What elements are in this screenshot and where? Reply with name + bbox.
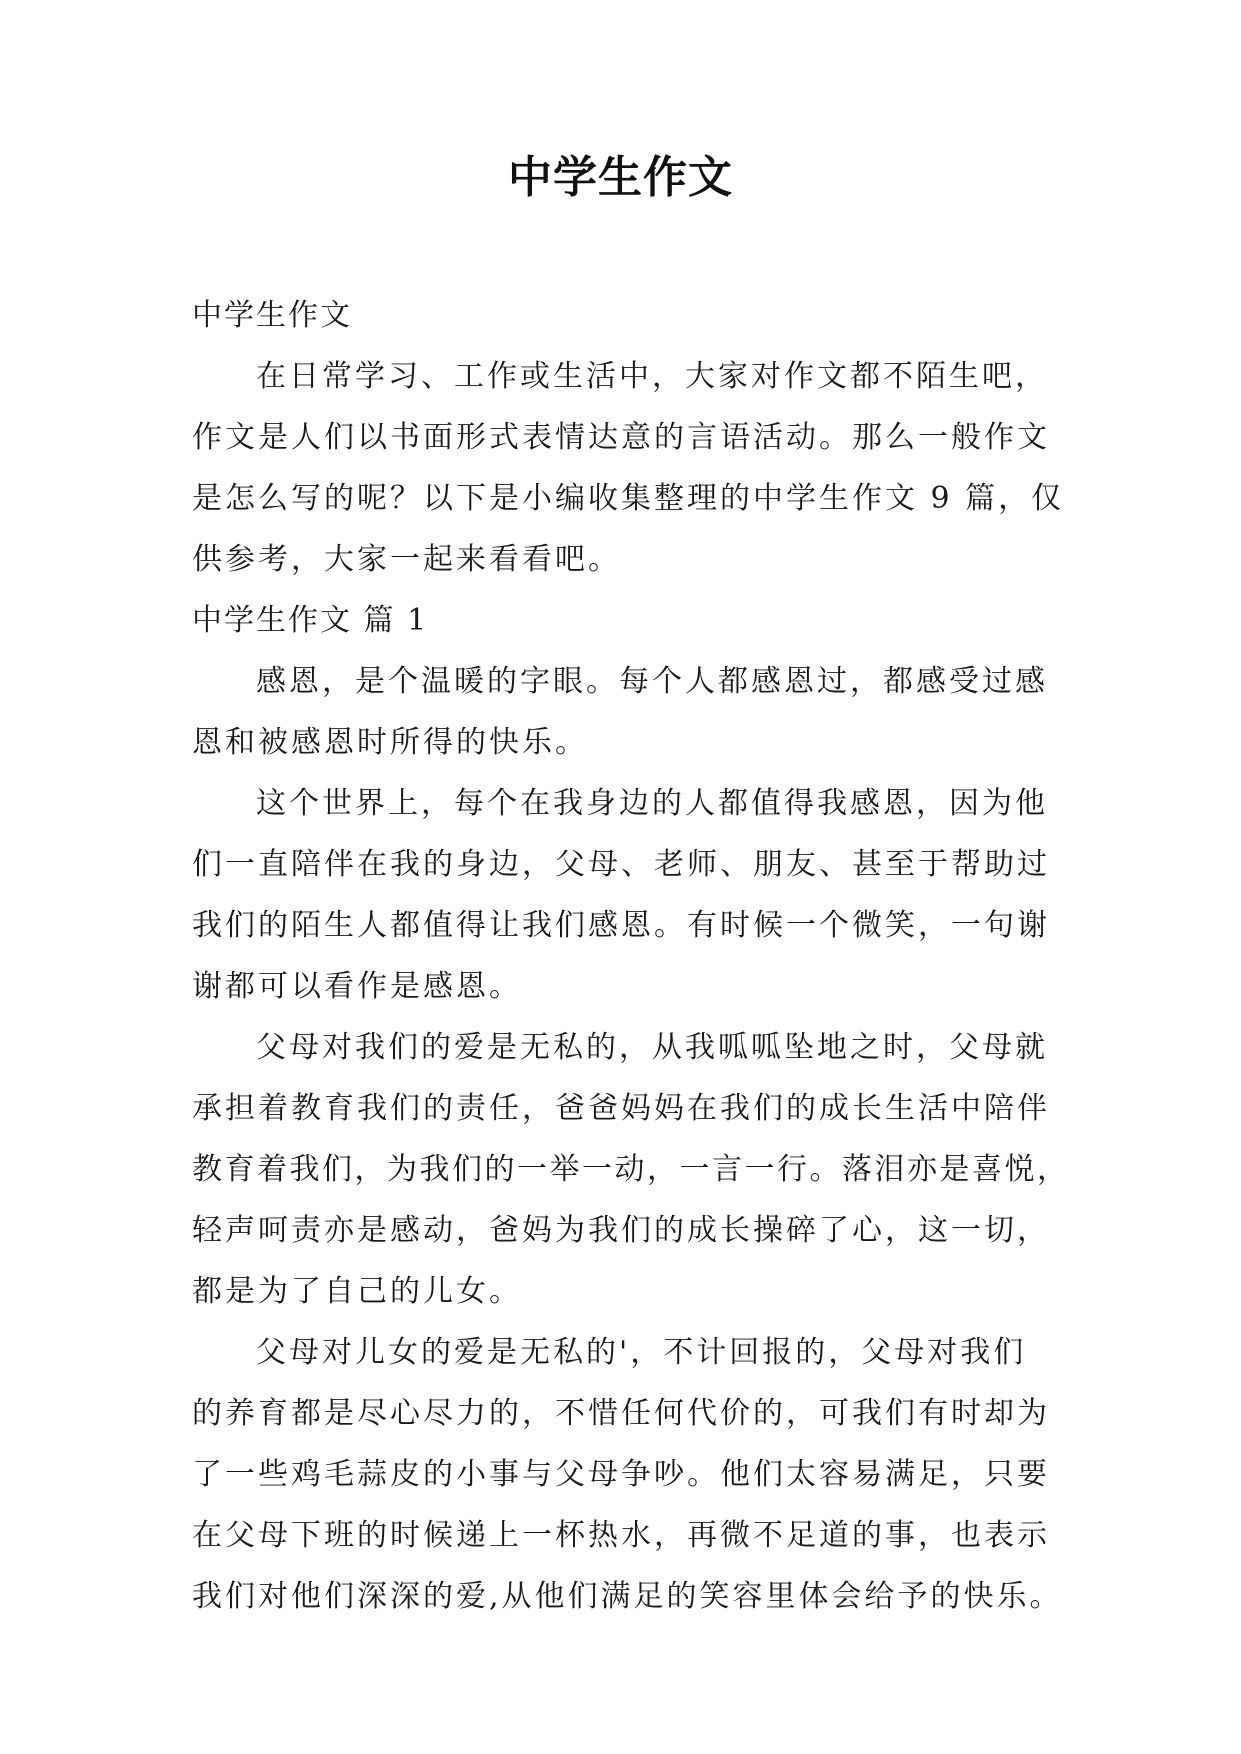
intro-paragraph-line: 在日常学习、工作或生活中，大家对作文都不陌生吧， — [256, 359, 1048, 394]
essay-paragraph-line: 轻声呵责亦是感动，爸妈为我们的成长操碎了心，这一切， — [192, 1213, 1050, 1248]
essay-paragraph-line: 的养育都是尽心尽力的，不惜任何代价的，可我们有时却为 — [192, 1396, 1050, 1431]
intro-paragraph-line: 作文是人们以书面形式表情达意的言语活动。那么一般作文 — [192, 420, 1050, 455]
essay-paragraph-line: 谢都可以看作是感恩。 — [192, 969, 522, 1004]
essay-paragraph-line: 我们对他们深深的爱,从他们满足的笑容里体会给予的快乐。 — [192, 1579, 1063, 1614]
essay-paragraph-line: 我们的陌生人都值得让我们感恩。有时候一个微笑，一句谢 — [192, 908, 1050, 943]
essay-paragraph-line: 教育着我们，为我们的一举一动，一言一行。落泪亦是喜悦， — [192, 1152, 1070, 1187]
essay-paragraph-line: 们一直陪伴在我的身边，父母、老师、朋友、甚至于帮助过 — [192, 847, 1050, 882]
intro-paragraph-line: 供参考，大家一起来看看吧。 — [192, 542, 621, 577]
essay-paragraph-line: 了一些鸡毛蒜皮的小事与父母争吵。他们太容易满足，只要 — [192, 1457, 1050, 1492]
essay-paragraph-line: 在父母下班的时候递上一杯热水，再微不足道的事，也表示 — [192, 1518, 1050, 1553]
essay-1-heading: 中学生作文 篇 1 — [192, 603, 429, 638]
essay-paragraph-line: 父母对我们的爱是无私的，从我呱呱坠地之时，父母就 — [256, 1030, 1048, 1065]
intro-paragraph-line: 是怎么写的呢？以下是小编收集整理的中学生作文 9 篇，仅 — [192, 481, 1065, 516]
essay-paragraph-line: 恩和被感恩时所得的快乐。 — [192, 725, 588, 760]
document-title: 中学生作文 — [508, 152, 733, 203]
essay-paragraph-line: 感恩，是个温暖的字眼。每个人都感恩过，都感受过感 — [256, 664, 1048, 699]
essay-paragraph-line: 这个世界上，每个在我身边的人都值得我感恩，因为他 — [256, 786, 1048, 821]
essay-paragraph-line: 都是为了自己的儿女。 — [192, 1274, 522, 1309]
document-body — [192, 285, 1072, 1627]
essay-paragraph-line: 父母对儿女的爱是无私的'，不计回报的，父母对我们 — [256, 1335, 1027, 1370]
essay-paragraph-line: 承担着教育我们的责任，爸爸妈妈在我们的成长生活中陪伴 — [192, 1091, 1050, 1126]
essay-collection-heading: 中学生作文 — [192, 298, 352, 333]
